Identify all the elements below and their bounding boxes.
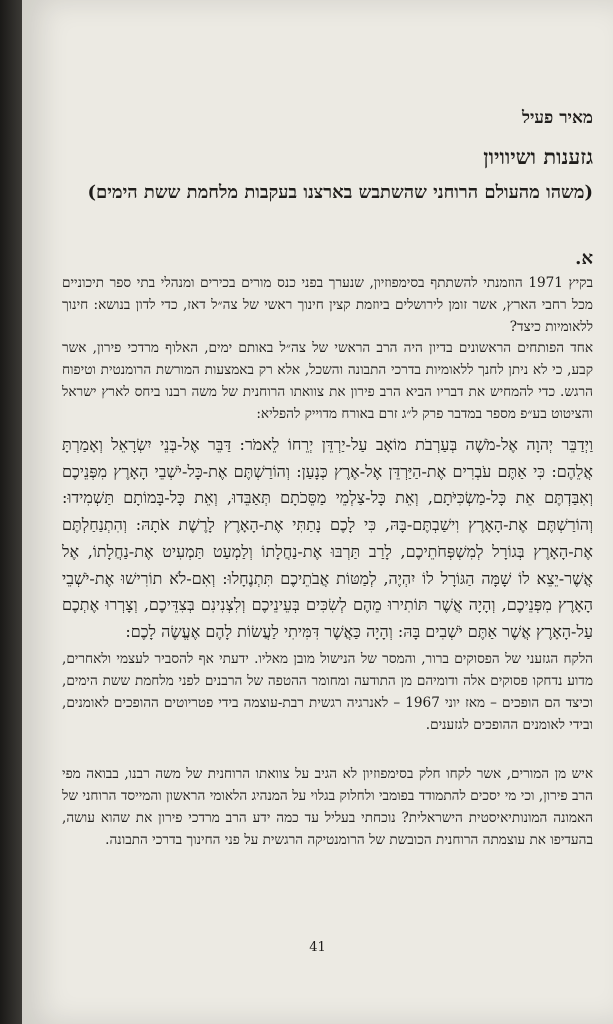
book-page	[22, 0, 613, 1024]
scripture-quote: וַיְדַבֵּר יְהוָה אֶל-מֹשֶׁה בְּעַרְבֹת מוֹאָב עַל-יַרְדֵּן יְרֵחוֹ לֵאמֹר: דַּבֵּר אֶל-בְּנֵי יִשְׂרָאֵל וְאָמַרְתָּ אֲלֵהֶם: כִּי אַתֶּם עֹבְרִים אֶת-הַיַּרְדֵּן אֶל-אֶרֶץ כְּנָעַן: וְהוֹרַשְׁתֶּם אֶת-כָּל-יֹשְׁבֵי הָאָרֶץ מִפְּנֵיכֶם וְאִבַּדְתֶּם אֵת כָּל-מַשְׂכִּיֹּתָם, וְאֵת כָּל-צַלְמֵי מַסֵּכֹתָם תְּאַבֵּדוּ, וְאֵת כָּל-בָּמוֹתָם תַּשְׁמִידוּ: וְהוֹרַשְׁתֶּם אֶת-הָאָרֶץ וִישַׁבְתֶּם-בָּהּ, כִּי לָכֶם נָתַתִּי אֶת-הָאָרֶץ לָרֶשֶׁת אֹתָהּ: וְהִתְנַחַלְתֶּם אֶת-הָאָרֶץ בְּגוֹרָל לְמִשְׁפְּחֹתֵיכֶם, לָרַב תַּרְבּוּ אֶת-נַחֲלָתוֹ וְלַמְעַט תַּמְעִיט אֶת-נַחֲלָתוֹ, אֶל אֲשֶׁר-יֵצֵא לוֹ שָׁמָּה הַגּוֹרָל לוֹ יִהְיֶה, לְמַטּוֹת אֲבֹתֵיכֶם תִּתְנֶחָלוּ: וְאִם-לֹא תוֹרִישׁוּ אֶת-יֹשְׁבֵי הָאָרֶץ מִפְּנֵיכֶם, וְהָיָה אֲשֶׁר תּוֹתִירוּ מֵהֶם לְשִׂכִּים בְּעֵינֵיכֶם וְלִצְנִינִם בְּצִדֵּיכֶם, וְצָרְרוּ אֶתְכֶם עַל-הָאָרֶץ אֲשֶׁר אַתֶּם יֹשְׁבִים בָּהּ: וְהָיָה כַּאֲשֶׁר דִּמִּיתִי לַעֲשׂוֹת לָהֶם אֶעֱשֶׂה לָכֶם:	[62, 435, 594, 641]
page-number: 41	[309, 940, 326, 955]
article-title: גזענות ושיוויון	[483, 144, 593, 169]
article-subtitle: (משהו מהעולם הרוחני שהשתבש בארצנו בעקבות מלחמת ששת הימים)	[87, 182, 593, 203]
author-name: מאיר פעיל	[522, 108, 593, 128]
paragraph: הלקח הגזעני של הפסוקים ברור, והמסר של הנישול מובן מאליו. ידעתי אף להסביר לעצמי ולאחרים, מדוע נדחקו פסוקים אלה ודומיהם מן התודעה ומחומר ההטפה של הרבנים לפני מלחמת ששת הימים, וכיצד הם הופכים – מאז יוני 1967 – לאנרגיה רגשית רבת-עוצמה בידי פטריוטים ההופכים לאומנים, ובידי לאומנים ההופכים לגזענים.	[62, 651, 593, 733]
book-gutter	[0, 0, 22, 1024]
paragraph: בקיץ 1971 הוזמנתי להשתתף בסימפוזיון, שנערך בפני כנס מורים בכירים ומנהלי בתי ספר תיכוניים מכל רחבי הארץ, אשר זומן לירושלים ביוזמת קצין חינוך ראשי של צה״ל דאז, כדי לדון בנושא: חינוך ללאומיות כיצד?	[62, 275, 594, 335]
paragraph: איש מן המורים, אשר לקחו חלק בסימפוזיון לא הגיב על צוואתו הרוחנית של משה רבנו, בבואה מפי הרב פירון, וכי מי יסכים להתמודד בפומבי ולחלוק בגלוי על המנהיג הלאומי הראשון והמייסד הרוחני של האמונה המונותיאיסטית הישראלית? נוכחתי בעליל עד כמה ידע הרב מרדכי פירון את שהוא עושה, בהעדיפו את עוצמתה הרוחנית הכובשת של הרומנטיקה הרגשית על פני החינוך בדרכי התבונה.	[62, 766, 593, 848]
paragraph: אחד הפותחים הראשונים בדיון היה הרב הראשי של צה״ל באותם ימים, האלוף מרדכי פירון, אשר קבע, כי לא ניתן לחנך ללאומיות בדרכי התבונה והשכל, אלא רק באמצעות המורשת הרומנטית וטיפוח הרגש. כדי להמחיש את דבריו הביא הרב פירון את צוואתו הרוחנית של משה רבנו ביחס לארץ ישראל והציטוט בע״פ מספר במדבר פרק ל״ג זרם באורח מדוייק להפליא:	[62, 340, 593, 422]
section-heading: א.	[575, 248, 593, 269]
